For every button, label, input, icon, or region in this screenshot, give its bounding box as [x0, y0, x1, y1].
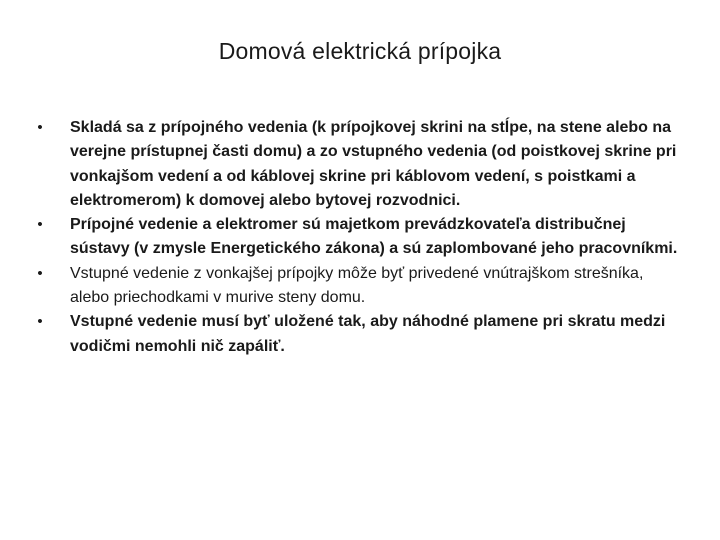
bullet-text: Prípojné vedenie a elektromer sú majetkom prevádzkovateľa distribučnej sústavy (v zmysle Energetického zákona) a sú zaplombované jeho pracovníkmi. — [70, 216, 678, 258]
bullet-list — [34, 116, 684, 359]
slide-title: Domová elektrická prípojka — [218, 38, 502, 64]
bullet-item-2 — [34, 213, 684, 262]
bullet-text: Vstupné vedenie musí byť uložené tak, aby náhodné plamene pri skratu medzi vodičmi nemohli nič zapáliť. — [70, 313, 666, 355]
bullet-text: Skladá sa z prípojného vedenia (k prípojkovej skrini na stĺpe, na stene alebo na verejne prístupnej časti domu) a zo vstupného vedenia (od poistkovej skrine pri vonkajšom vedení a od káblovej skrine pri káblovom vedení, s poistkami a elektromerom) k domovej alebo bytovej rozvodnici. — [70, 119, 677, 209]
bullet-text: Vstupné vedenie z vonkajšej prípojky môže byť privedené vnútrajškom strešníka, alebo priechodkami v murive steny domu. — [70, 264, 644, 307]
bullet-item-4 — [34, 310, 684, 359]
bullet-point-icon: • — [37, 119, 43, 136]
bullet-point-icon: • — [37, 264, 43, 282]
bullet-point-icon: • — [37, 216, 43, 234]
bullet-item-3 — [34, 262, 684, 311]
bullet-point-icon: • — [37, 313, 43, 331]
bullet-item-1 — [34, 116, 684, 213]
